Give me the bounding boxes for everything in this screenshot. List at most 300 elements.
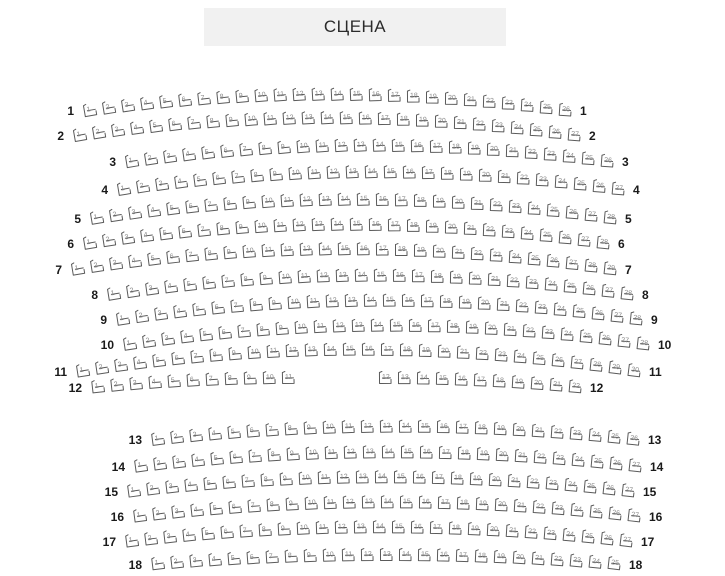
seat[interactable] — [283, 341, 301, 362]
seat[interactable] — [322, 494, 340, 515]
seat[interactable] — [348, 215, 366, 236]
seat[interactable] — [240, 193, 259, 214]
seat[interactable] — [294, 137, 313, 158]
seat[interactable] — [436, 494, 453, 514]
seat[interactable] — [467, 269, 484, 289]
seat[interactable] — [220, 473, 239, 494]
seat[interactable] — [474, 344, 492, 365]
seat[interactable] — [381, 291, 398, 311]
seat[interactable] — [343, 292, 361, 313]
seat[interactable] — [138, 93, 158, 115]
seat[interactable] — [372, 266, 389, 286]
seat[interactable] — [530, 498, 548, 519]
seat[interactable] — [462, 91, 479, 111]
seat[interactable] — [452, 114, 469, 134]
seat[interactable] — [357, 109, 375, 129]
seat[interactable] — [188, 500, 207, 522]
seat[interactable] — [256, 521, 274, 542]
seat[interactable] — [295, 519, 313, 540]
seat[interactable] — [561, 277, 579, 298]
seat[interactable] — [531, 448, 549, 469]
seat[interactable] — [214, 88, 233, 110]
seat[interactable] — [525, 199, 543, 220]
seat[interactable] — [511, 347, 529, 368]
seat[interactable] — [428, 519, 445, 539]
seat[interactable] — [189, 450, 208, 472]
seat[interactable] — [377, 369, 394, 389]
seat[interactable] — [169, 349, 188, 371]
seat[interactable] — [184, 371, 202, 392]
seat[interactable] — [493, 496, 511, 517]
seat[interactable] — [397, 546, 414, 566]
seat[interactable] — [245, 497, 263, 518]
seat[interactable] — [314, 267, 332, 288]
seat[interactable] — [457, 293, 474, 313]
seat[interactable] — [502, 321, 520, 342]
seat[interactable] — [282, 547, 300, 568]
seat[interactable] — [587, 502, 606, 524]
seat[interactable] — [305, 163, 323, 184]
seat[interactable] — [371, 518, 388, 538]
seat[interactable] — [507, 197, 525, 218]
seat[interactable] — [539, 323, 557, 344]
seat[interactable] — [297, 469, 315, 490]
seat[interactable] — [165, 372, 183, 393]
seat[interactable] — [319, 109, 337, 130]
seat[interactable] — [203, 370, 221, 391]
seat[interactable] — [161, 527, 180, 549]
seat[interactable] — [396, 369, 413, 389]
seat[interactable] — [225, 549, 244, 570]
seat[interactable] — [321, 418, 339, 439]
seat[interactable] — [378, 546, 395, 566]
seat[interactable] — [417, 342, 434, 362]
seat[interactable] — [276, 268, 294, 289]
seat[interactable] — [373, 468, 390, 488]
seat[interactable] — [549, 351, 568, 372]
seat[interactable] — [468, 470, 486, 491]
seat[interactable] — [202, 195, 221, 217]
seat[interactable] — [504, 142, 522, 162]
seat[interactable] — [343, 163, 361, 184]
seat[interactable] — [263, 548, 281, 569]
seat[interactable] — [191, 170, 210, 192]
seat[interactable] — [335, 468, 353, 488]
seat[interactable] — [225, 423, 244, 445]
seat[interactable] — [201, 474, 220, 496]
seat[interactable] — [316, 190, 334, 211]
seat[interactable] — [280, 109, 298, 130]
seat[interactable] — [123, 531, 142, 553]
seat[interactable] — [453, 370, 471, 390]
seat[interactable] — [560, 147, 578, 168]
seat[interactable] — [399, 443, 416, 463]
seat[interactable] — [314, 519, 332, 540]
seat[interactable] — [338, 109, 356, 130]
seat[interactable] — [386, 216, 403, 236]
seat[interactable] — [544, 252, 562, 273]
seat[interactable] — [197, 325, 216, 347]
seat[interactable] — [437, 444, 454, 464]
seat[interactable] — [321, 546, 339, 567]
seat[interactable] — [522, 523, 540, 544]
seat[interactable] — [290, 216, 308, 237]
seat[interactable] — [302, 547, 320, 568]
seat[interactable] — [525, 250, 543, 271]
seat[interactable] — [138, 226, 158, 248]
seat[interactable] — [311, 317, 329, 338]
seat[interactable] — [216, 323, 235, 345]
seat[interactable] — [219, 271, 238, 293]
seat[interactable] — [180, 144, 200, 166]
seat[interactable] — [304, 444, 322, 465]
seat[interactable] — [510, 548, 528, 569]
seat[interactable] — [342, 443, 360, 464]
seat[interactable] — [352, 136, 370, 157]
seat[interactable] — [352, 518, 369, 538]
seat[interactable] — [433, 113, 450, 133]
seat[interactable] — [248, 166, 267, 188]
seat[interactable] — [500, 222, 518, 243]
seat[interactable] — [277, 470, 295, 491]
seat[interactable] — [261, 369, 279, 389]
seat[interactable] — [183, 246, 202, 268]
seat[interactable] — [183, 197, 202, 219]
seat[interactable] — [447, 519, 465, 540]
seat[interactable] — [448, 269, 465, 289]
seat[interactable] — [322, 341, 340, 362]
seat[interactable] — [379, 493, 396, 513]
seat[interactable] — [490, 117, 508, 138]
seat[interactable] — [485, 141, 502, 161]
seat[interactable] — [491, 372, 509, 393]
seat[interactable] — [208, 449, 227, 471]
seat[interactable] — [298, 240, 316, 261]
seat[interactable] — [176, 222, 195, 244]
seat[interactable] — [263, 420, 281, 441]
seat[interactable] — [528, 374, 546, 395]
seat[interactable] — [466, 139, 483, 159]
seat[interactable] — [505, 472, 523, 493]
seat[interactable] — [380, 443, 397, 463]
seat[interactable] — [542, 145, 560, 166]
seat[interactable] — [529, 422, 547, 443]
seat[interactable] — [416, 418, 433, 438]
seat[interactable] — [409, 518, 426, 538]
seat[interactable] — [180, 525, 199, 547]
seat[interactable] — [548, 423, 566, 444]
seat[interactable] — [511, 497, 529, 518]
seat[interactable] — [316, 469, 334, 490]
seat[interactable] — [264, 496, 282, 517]
seat[interactable] — [455, 494, 473, 514]
seat[interactable] — [558, 325, 576, 346]
seat[interactable] — [153, 174, 173, 196]
seat[interactable] — [361, 443, 378, 463]
seat[interactable] — [359, 546, 376, 566]
seat[interactable] — [266, 294, 284, 315]
seat[interactable] — [267, 165, 286, 186]
seat[interactable] — [164, 247, 183, 269]
seat[interactable] — [363, 163, 381, 184]
seat[interactable] — [242, 369, 260, 390]
seat[interactable] — [419, 292, 436, 312]
seat[interactable] — [166, 115, 185, 137]
seat[interactable] — [416, 546, 433, 566]
seat[interactable] — [284, 445, 302, 466]
seat[interactable] — [445, 318, 462, 338]
seat[interactable] — [221, 243, 240, 264]
seat[interactable] — [458, 166, 475, 186]
seat[interactable] — [512, 447, 530, 468]
seat[interactable] — [223, 111, 242, 133]
seat[interactable] — [282, 419, 300, 440]
seat[interactable] — [412, 192, 429, 212]
seat[interactable] — [206, 550, 225, 571]
seat[interactable] — [362, 291, 380, 311]
seat[interactable] — [254, 320, 273, 341]
seat[interactable] — [195, 220, 214, 242]
seat[interactable] — [439, 165, 456, 185]
seat[interactable] — [391, 267, 408, 287]
seat[interactable] — [199, 143, 218, 165]
seat[interactable] — [415, 369, 432, 389]
seat[interactable] — [407, 317, 424, 337]
seat[interactable] — [524, 473, 542, 494]
seat[interactable] — [488, 246, 506, 267]
seat[interactable] — [379, 341, 396, 361]
seat[interactable] — [505, 272, 523, 293]
seat[interactable] — [395, 111, 412, 131]
seat[interactable] — [471, 115, 489, 135]
seat[interactable] — [473, 419, 491, 439]
seat[interactable] — [378, 417, 395, 437]
seat[interactable] — [245, 343, 263, 364]
seat[interactable] — [469, 195, 486, 215]
seat[interactable] — [376, 110, 393, 130]
seat[interactable] — [278, 191, 296, 212]
seat[interactable] — [518, 224, 536, 245]
seat[interactable] — [233, 218, 252, 239]
seat[interactable] — [454, 547, 472, 568]
seat[interactable] — [161, 146, 181, 168]
seat[interactable] — [324, 163, 342, 184]
seat[interactable] — [218, 141, 237, 163]
seat[interactable] — [581, 477, 600, 499]
seat[interactable] — [590, 177, 608, 198]
seat[interactable] — [392, 468, 409, 488]
seat[interactable] — [434, 370, 451, 390]
seat[interactable] — [398, 341, 415, 361]
seat[interactable] — [247, 295, 266, 316]
seat[interactable] — [570, 302, 588, 323]
seat[interactable] — [548, 550, 567, 571]
seat[interactable] — [286, 164, 305, 185]
seat[interactable] — [301, 419, 319, 440]
seat[interactable] — [283, 495, 301, 516]
seat[interactable] — [259, 241, 277, 262]
seat[interactable] — [157, 92, 177, 114]
seat[interactable] — [214, 219, 233, 241]
seat[interactable] — [426, 317, 443, 337]
seat[interactable] — [199, 524, 218, 545]
seat[interactable] — [310, 215, 328, 236]
seat[interactable] — [355, 190, 373, 211]
seat[interactable] — [353, 266, 371, 287]
seat[interactable] — [431, 193, 448, 213]
seat[interactable] — [332, 136, 350, 157]
seat[interactable] — [256, 139, 275, 161]
seat[interactable] — [586, 552, 605, 574]
seat[interactable] — [350, 317, 368, 338]
seat[interactable] — [495, 296, 513, 317]
seat[interactable] — [244, 421, 263, 442]
seat[interactable] — [428, 138, 445, 158]
seat[interactable] — [348, 85, 366, 106]
seat[interactable] — [455, 343, 473, 364]
seat[interactable] — [336, 240, 354, 261]
seat[interactable] — [430, 469, 447, 489]
seat[interactable] — [162, 277, 181, 299]
seat[interactable] — [182, 475, 201, 497]
seat[interactable] — [436, 342, 454, 362]
seat[interactable] — [474, 495, 492, 516]
seat[interactable] — [390, 137, 408, 158]
seat[interactable] — [515, 169, 533, 190]
seat[interactable] — [523, 143, 541, 164]
seat[interactable] — [523, 273, 541, 294]
seat[interactable] — [89, 377, 108, 399]
seat[interactable] — [438, 293, 455, 313]
seat[interactable] — [313, 137, 331, 158]
seat[interactable] — [431, 243, 448, 263]
seat[interactable] — [237, 522, 255, 543]
seat[interactable] — [454, 418, 471, 438]
seat[interactable] — [424, 89, 441, 109]
seat[interactable] — [374, 240, 391, 260]
seat[interactable] — [292, 318, 310, 339]
seat[interactable] — [359, 418, 377, 438]
seat[interactable] — [456, 444, 474, 464]
seat[interactable] — [304, 292, 322, 313]
seat[interactable] — [443, 218, 460, 238]
seat[interactable] — [354, 468, 371, 488]
seat[interactable] — [552, 173, 570, 194]
seat[interactable] — [171, 302, 190, 324]
seat[interactable] — [329, 85, 347, 106]
seat[interactable] — [188, 347, 207, 369]
seat[interactable] — [244, 548, 262, 569]
seat[interactable] — [207, 499, 226, 521]
seat[interactable] — [164, 199, 183, 221]
seat[interactable] — [488, 196, 506, 217]
seat[interactable] — [577, 327, 596, 348]
seat[interactable] — [412, 242, 429, 262]
seat[interactable] — [228, 296, 247, 318]
seat[interactable] — [195, 89, 214, 111]
seat[interactable] — [492, 346, 510, 367]
seat[interactable] — [204, 112, 223, 134]
seat[interactable] — [210, 169, 229, 191]
seat[interactable] — [405, 217, 422, 237]
seat[interactable] — [390, 518, 407, 538]
seat[interactable] — [405, 87, 422, 107]
seat[interactable] — [477, 167, 494, 187]
seat[interactable] — [157, 224, 176, 246]
seat[interactable] — [324, 292, 342, 313]
seat[interactable] — [331, 317, 349, 338]
seat[interactable] — [233, 87, 252, 109]
seat[interactable] — [145, 201, 165, 223]
seat[interactable] — [221, 194, 240, 216]
seat[interactable] — [333, 518, 351, 538]
seat[interactable] — [386, 87, 403, 107]
seat[interactable] — [534, 171, 552, 192]
seat[interactable] — [309, 85, 327, 106]
seat[interactable] — [340, 546, 357, 566]
seat[interactable] — [259, 192, 278, 213]
seat[interactable] — [435, 546, 452, 566]
seat[interactable] — [341, 493, 359, 513]
seat[interactable] — [492, 420, 510, 441]
seat[interactable] — [149, 554, 168, 576]
seat[interactable] — [409, 137, 426, 157]
seat[interactable] — [169, 502, 188, 524]
seat[interactable] — [567, 424, 585, 445]
seat[interactable] — [447, 139, 464, 159]
seat[interactable] — [246, 447, 265, 468]
seat[interactable] — [200, 273, 219, 295]
seat[interactable] — [258, 471, 276, 492]
seat[interactable] — [207, 346, 226, 367]
seat[interactable] — [172, 172, 192, 194]
seat[interactable] — [476, 294, 494, 314]
seat[interactable] — [506, 248, 524, 269]
seat[interactable] — [473, 547, 491, 568]
seat[interactable] — [275, 520, 293, 541]
seat[interactable] — [280, 369, 297, 389]
seat[interactable] — [168, 552, 187, 574]
seat[interactable] — [128, 118, 148, 140]
seat[interactable] — [414, 112, 431, 132]
seat[interactable] — [397, 418, 414, 438]
seat[interactable] — [202, 244, 221, 266]
seat[interactable] — [569, 451, 588, 472]
seat[interactable] — [462, 220, 480, 240]
seat[interactable] — [190, 300, 209, 322]
seat[interactable] — [235, 322, 254, 343]
seat[interactable] — [588, 452, 607, 473]
seat[interactable] — [336, 190, 354, 211]
seat[interactable] — [303, 341, 321, 362]
seat[interactable] — [410, 267, 427, 287]
seat[interactable] — [108, 375, 127, 397]
seat[interactable] — [400, 292, 417, 312]
seat[interactable] — [605, 427, 624, 449]
seat[interactable] — [265, 446, 283, 467]
seat[interactable] — [185, 113, 204, 135]
seat[interactable] — [239, 472, 258, 493]
seat[interactable] — [271, 86, 289, 107]
seat[interactable] — [560, 526, 579, 547]
seat[interactable] — [472, 371, 490, 392]
seat[interactable] — [252, 217, 271, 238]
seat[interactable] — [541, 524, 560, 545]
seat[interactable] — [500, 94, 518, 115]
seat[interactable] — [503, 522, 521, 543]
seat[interactable] — [485, 521, 503, 542]
seat[interactable] — [226, 344, 245, 365]
